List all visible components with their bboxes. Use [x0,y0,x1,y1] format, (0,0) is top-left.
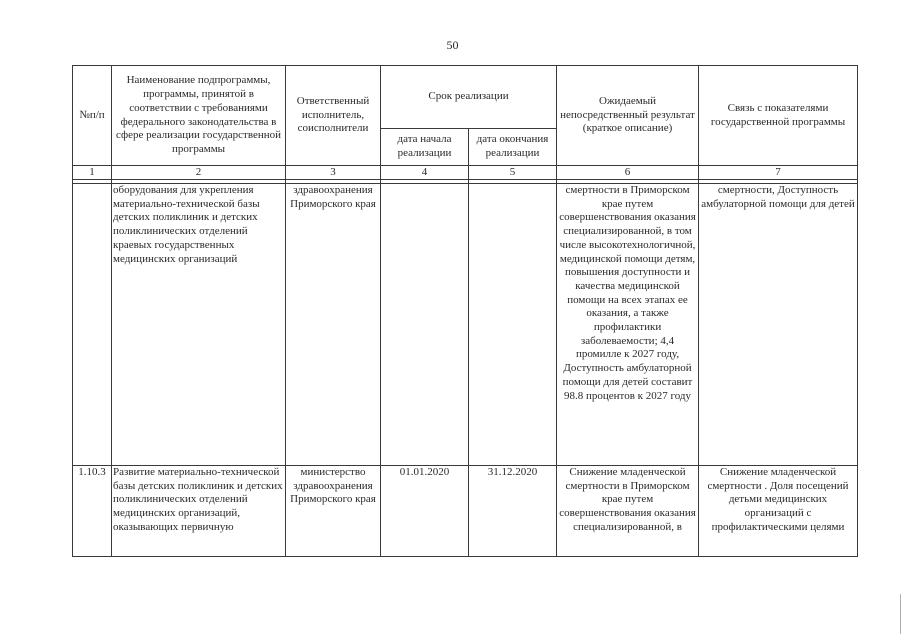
column-number: 2 [112,166,286,180]
header-link: Связь с показателями государственной программы [699,66,858,166]
row-end: 31.12.2020 [469,466,557,557]
row-end [469,184,557,466]
column-number: 7 [699,166,858,180]
header-start: дата начала реализации [381,129,469,166]
column-number: 4 [381,166,469,180]
header-end: дата окончания реализации [469,129,557,166]
header-result: Ожидаемый непосредственный результат (краткое описание) [557,66,699,166]
header-name: Наименование подпрограммы, программы, принятой в соответствии с требованиями федерального законодательства в сфере реализации государственной программы [112,66,286,166]
header-period: Срок реализации [381,66,557,129]
scan-artifact [900,594,901,634]
column-number: 3 [286,166,381,180]
row-result: смертности в Приморском крае путем совершенствования оказания специализированной, в том числе высокотехнологичной, медицинской помощи детям, повышения доступности и качества медицинской помощи на всех этапах ее оказания, а также профилактики заболеваемости; 4,4 промилле к 2027 году, Доступность амбулаторной помощи для детей составит 98.8 процентов к 2027 году [557,184,699,466]
table-row [73,466,858,557]
column-number: 6 [557,166,699,180]
column-number: 5 [469,166,557,180]
row-link: Снижение младенческой смертности . Доля посещений детьми медицинских организаций с профилактическими целями [699,466,858,557]
row-start: 01.01.2020 [381,466,469,557]
row-executor: министерство здравоохранения Приморского края [286,466,381,557]
row-start [381,184,469,466]
header-num: №п/п [73,66,112,166]
row-executor: здравоохранения Приморского края [286,184,381,466]
table-row [73,184,858,466]
row-num: 1.10.3 [73,466,112,557]
program-table [72,65,858,557]
page-number: 50 [446,38,459,52]
column-number: 1 [73,166,112,180]
row-name: оборудования для укрепления материально-технической базы детских поликлиник и детских поликлинических отделений краевых государственных медицинских организаций [112,184,286,466]
row-link: смертности, Доступность амбулаторной помощи для детей [699,184,858,466]
row-result: Снижение младенческой смертности в Приморском крае путем совершенствования оказания специализированной, в [557,466,699,557]
row-num [73,184,112,466]
header-executor: Ответственный исполнитель, соисполнители [286,66,381,166]
row-name: Развитие материально-технической базы детских поликлиник и детских поликлинических отделений медицинских организаций, оказывающих первичную [112,466,286,557]
